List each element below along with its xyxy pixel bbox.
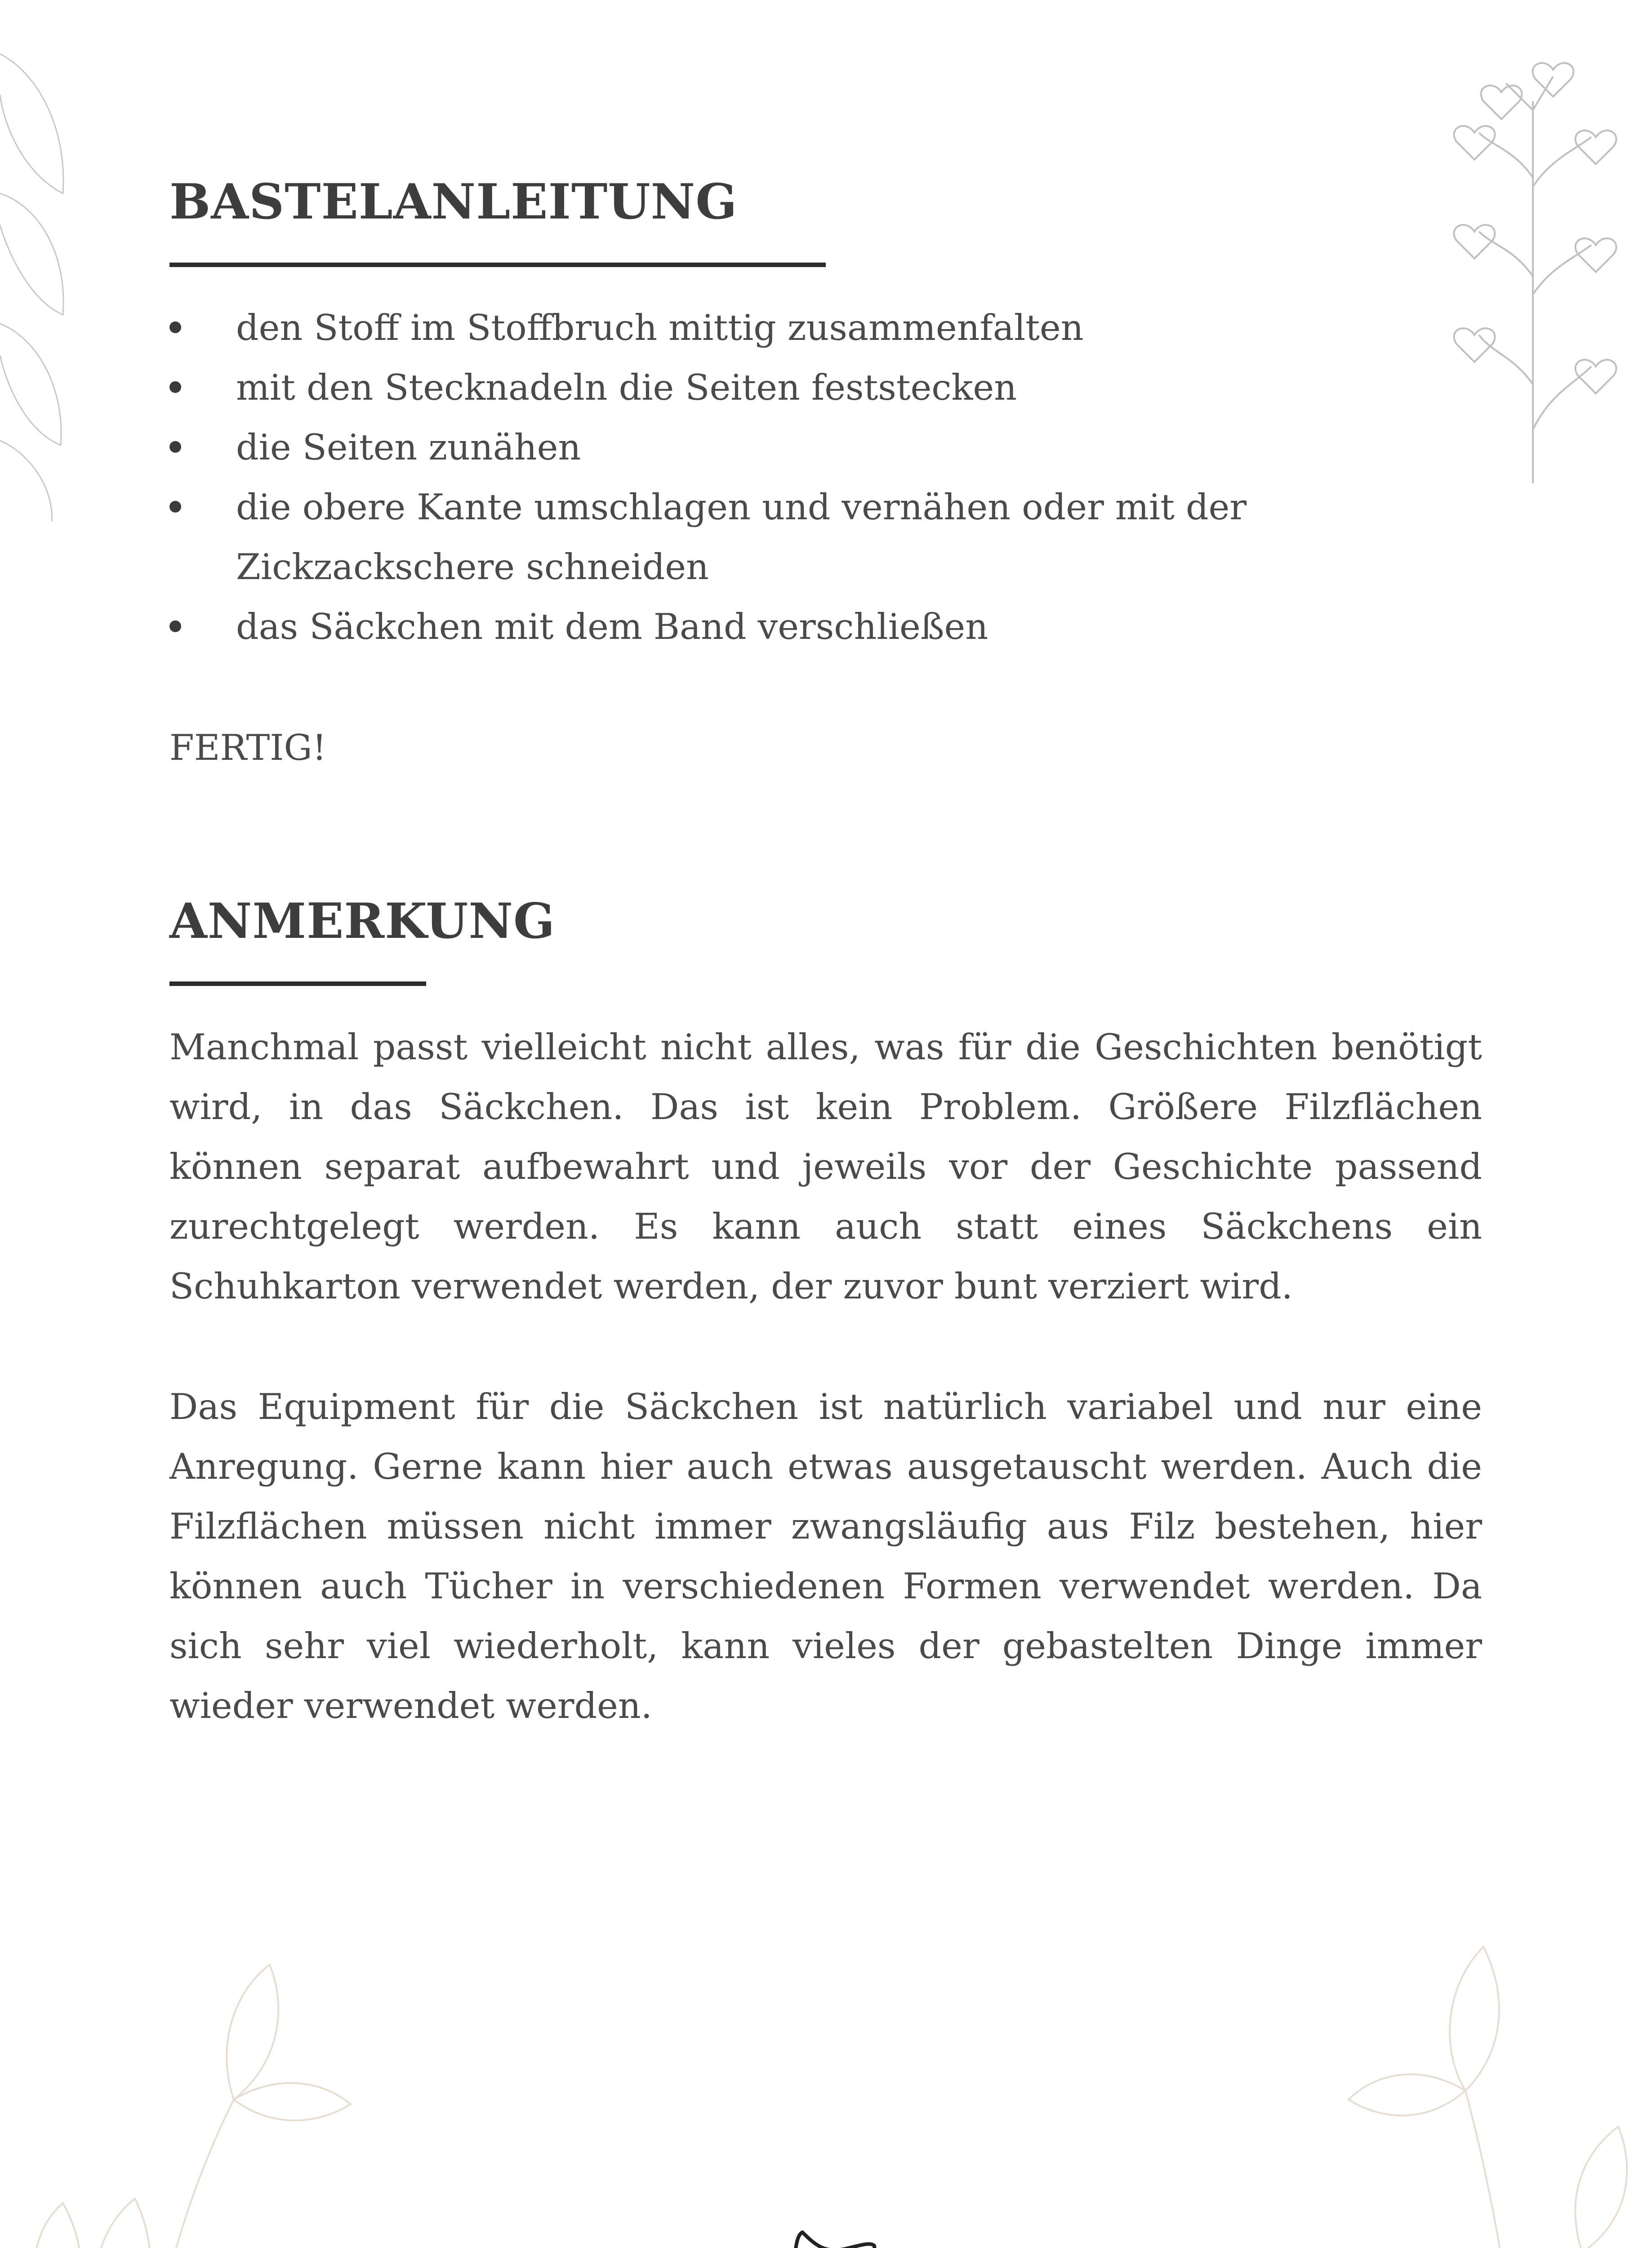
section-heading: ANMERKUNG [169, 893, 556, 950]
list-item: das Säckchen mit dem Band verschließen [169, 597, 1482, 657]
star-icon [748, 2228, 901, 2248]
flower-outline-icon [0, 1911, 360, 2248]
bullet-icon [169, 620, 181, 632]
heading-underline [169, 263, 826, 267]
bullet-icon [169, 441, 181, 453]
bullet-icon [169, 321, 181, 333]
paragraph: Das Equipment für die Säckchen ist natürlich variabel und nur eine Anregung. Gerne kann hier auch etwas ausgetauscht werden. Auch die Filzflächen müssen nicht immer zwangsläufig aus Filz bestehen, hier können auch Tücher in verschiedenen Formen verwendet werden. Da sich sehr viel wiederholt, kann vieles der gebastelten Dinge immer wieder verwendet werden. [169, 1386, 1482, 1726]
section-heading: BASTELANLEITUNG [169, 174, 738, 230]
list-item: mit den Stecknadeln die Seiten feststecken [169, 358, 1482, 418]
heading-underline [169, 981, 426, 986]
leaf-branch-icon [0, 45, 76, 522]
bullet-icon [169, 501, 181, 513]
list-item: die Seiten zunähen [169, 418, 1482, 477]
closing-text: FERTIG! [169, 727, 327, 768]
instruction-list [169, 298, 1482, 657]
list-item: die obere Kante umschlagen und vernähen oder mit der Zickzackschere schneiden [169, 477, 1482, 597]
paragraph: Manchmal passt vielleicht nicht alles, was für die Geschichten benötigt wird, in das Säckchen. Das ist kein Problem. Größere Filzflächen können separat aufbewahrt und jeweils vor der Geschichte passend zurechtgelegt werden. Es kann auch statt eines Säckchens ein Schuhkarton verwendet werden, der zuvor bunt verziert wird. [169, 1026, 1482, 1307]
flower-outline-icon [1214, 1911, 1652, 2248]
list-item: den Stoff im Stoffbruch mittig zusammenfalten [169, 298, 1482, 358]
bullet-icon [169, 381, 181, 393]
